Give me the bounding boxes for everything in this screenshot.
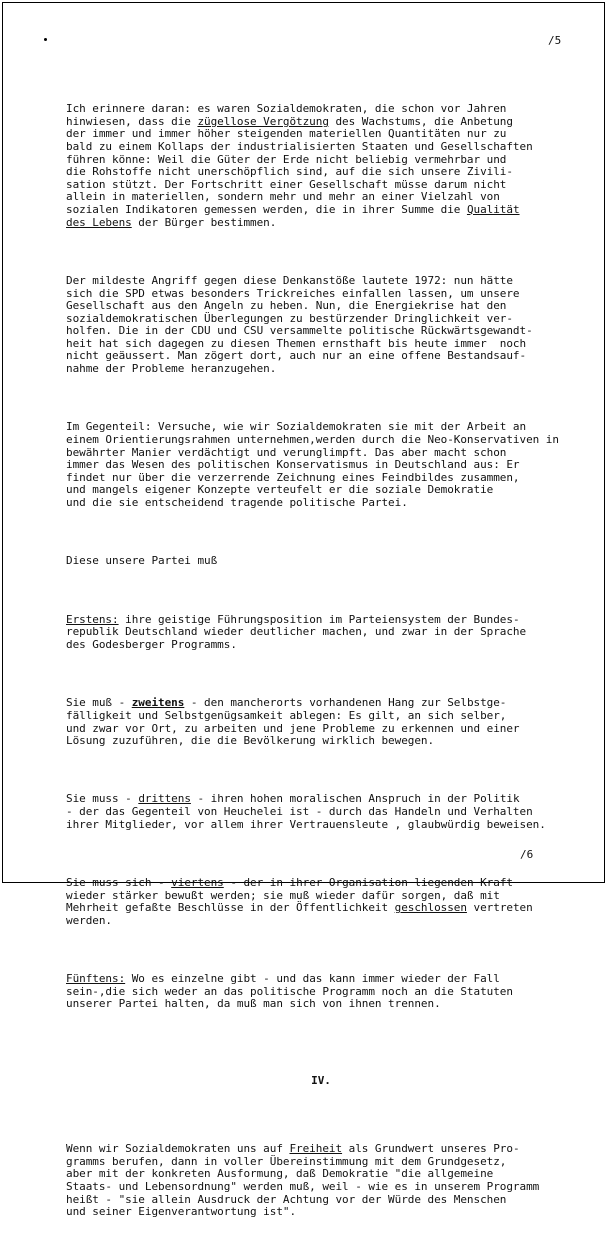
section-heading: IV. bbox=[311, 1073, 331, 1087]
paragraph-4: Diese unsere Partei muß bbox=[66, 554, 218, 568]
paragraph-3: Im Gegenteil: Versuche, wie wir Sozialdemokraten sie mit der Arbeit an einem Orientierungsrahmen unternehmen,werden durch die Neo-Konservativen in bewährter Manier verdächtigt und verunglimpft. Das aber macht schon immer das Wesen des politischen Konservatismus in Deutschland aus: Er findet nur über die verzerrende Zeichnung eines Feindbildes zusammen, und mangels eigener Konzepte verteufelt er die soziale Demokratie und die sie entscheidend tragende politische Partei. bbox=[66, 420, 559, 509]
ordinal-label: viertens bbox=[171, 876, 224, 890]
paragraph-erstens: Erstens: ihre geistige Führungsposition im Parteiensystem der Bundes- republik Deutschland wieder deutlicher machen, und zwar in der Sprache des Godesberger Programms. bbox=[66, 612, 527, 651]
ordinal-label: zweitens bbox=[131, 696, 185, 710]
page-number-bottom: /6 bbox=[520, 848, 534, 861]
page-number-top: /5 bbox=[548, 34, 562, 47]
letter-body bbox=[66, 78, 576, 1239]
underlined-phrase: geschlossen bbox=[394, 901, 467, 915]
paragraph-2: Der mildeste Angriff gegen diese Denkanstöße lautete 1972: nun hätte sich die SPD etwas besonders Trickreiches einfallen lassen, um unsere Gesellschaft aus den Angeln zu heben. Nun, die Energiekrise hat den sozialdemokratischen Überlegungen zu bestürzender Dringlichkeit ver- holfen. Die in der CDU und CSU versammelte politische Rückwärtsgewandt- heit hat sich dagegen zu diesen Themen ernsthaft bis heute immer noch nicht geäussert. Man zögert dort, auch nur an eine offene Bestandsauf- nahme der Probleme heranzugehen. bbox=[66, 273, 533, 376]
paragraph-zweitens: Sie muß - zweitens - den mancherorts vorhandenen Hang zur Selbstge- fälligkeit und Selbstgenügsamkeit ablegen: Es gilt, an sich selber, und zwar vor Ort, zu arbeiten und jene Probleme zu erkennen und einer Lösung zuzuführen, die die Bevölkerung wirklich bewegen. bbox=[66, 696, 520, 748]
paragraph-1: Ich erinnere daran: es waren Sozialdemokraten, die schon vor Jahren hinwiesen, dass die zügellose Vergötzung des Wachstums, die Anbetung der immer und immer höher steigenden materiellen Quantitäten nur zu bald zu einem Kollaps der industrialisierten Staaten und Gesellschaften führen könne: Weil die Güter der Erde nicht beliebig vermehrbar und die Rohstoffe nicht unerschöpflich sind, auf die sich unsere Zivili- sation stützt. Der Fortschritt einer Gesellschaft müsse darum nicht allein in materiellen, sondern mehr und mehr an einer Vielzahl von sozialen Indikatoren gemessen werden, die in ihrer Summe die Qualität des Lebens der Bürger bestimmen. bbox=[66, 102, 533, 229]
paragraph-freiheit: Wenn wir Sozialdemokraten uns auf Freiheit als Grundwert unseres Pro- gramms berufen, dann in voller Übereinstimmung mit dem Grundgesetz, aber mit der konkreten Ausformung, daß Demokratie "die allgemeine Staats- und Lebensordnung" werden muß, weil - wie es in unserem Programm heißt - "sie allein Ausdruck der Achtung vor der Würde des Menschen und seiner Eigenverantwortung ist". bbox=[66, 1142, 540, 1219]
paragraph-drittens: Sie muss - drittens - ihren hohen moralischen Anspruch in der Politik - der das Gegenteil von Heuchelei ist - durch das Handeln und Verhalten ihrer Mitglieder, vor allem ihrer Vertrauensleute , glaubwürdig beweisen. bbox=[66, 792, 546, 831]
ordinal-label: Erstens: bbox=[66, 612, 119, 626]
paragraph-fuenftens: Fünftens: Wo es einzelne gibt - und das kann immer wieder der Fall sein-,die sich weder an das politische Programm noch an die Statuten unserer Partei halten, da muß man sich von ihnen trennen. bbox=[66, 972, 513, 1011]
underlined-phrase: Freiheit bbox=[289, 1142, 343, 1156]
underlined-phrase: zügellose Vergötzung bbox=[197, 114, 329, 128]
speck-mark bbox=[44, 38, 47, 41]
ordinal-label: Fünftens: bbox=[66, 972, 126, 986]
underlined-phrase: Qualität des Lebens bbox=[66, 202, 520, 229]
ordinal-label: drittens bbox=[138, 792, 191, 806]
paragraph-viertens: Sie muss sich - viertens - der in ihrer Organisation liegenden Kraft wieder stärker bewußt werden; sie muß wieder dafür sorgen, daß mit Mehrheit gefaßte Beschlüsse in der Öffentlichkeit geschlossen vertreten werden. bbox=[66, 876, 533, 927]
